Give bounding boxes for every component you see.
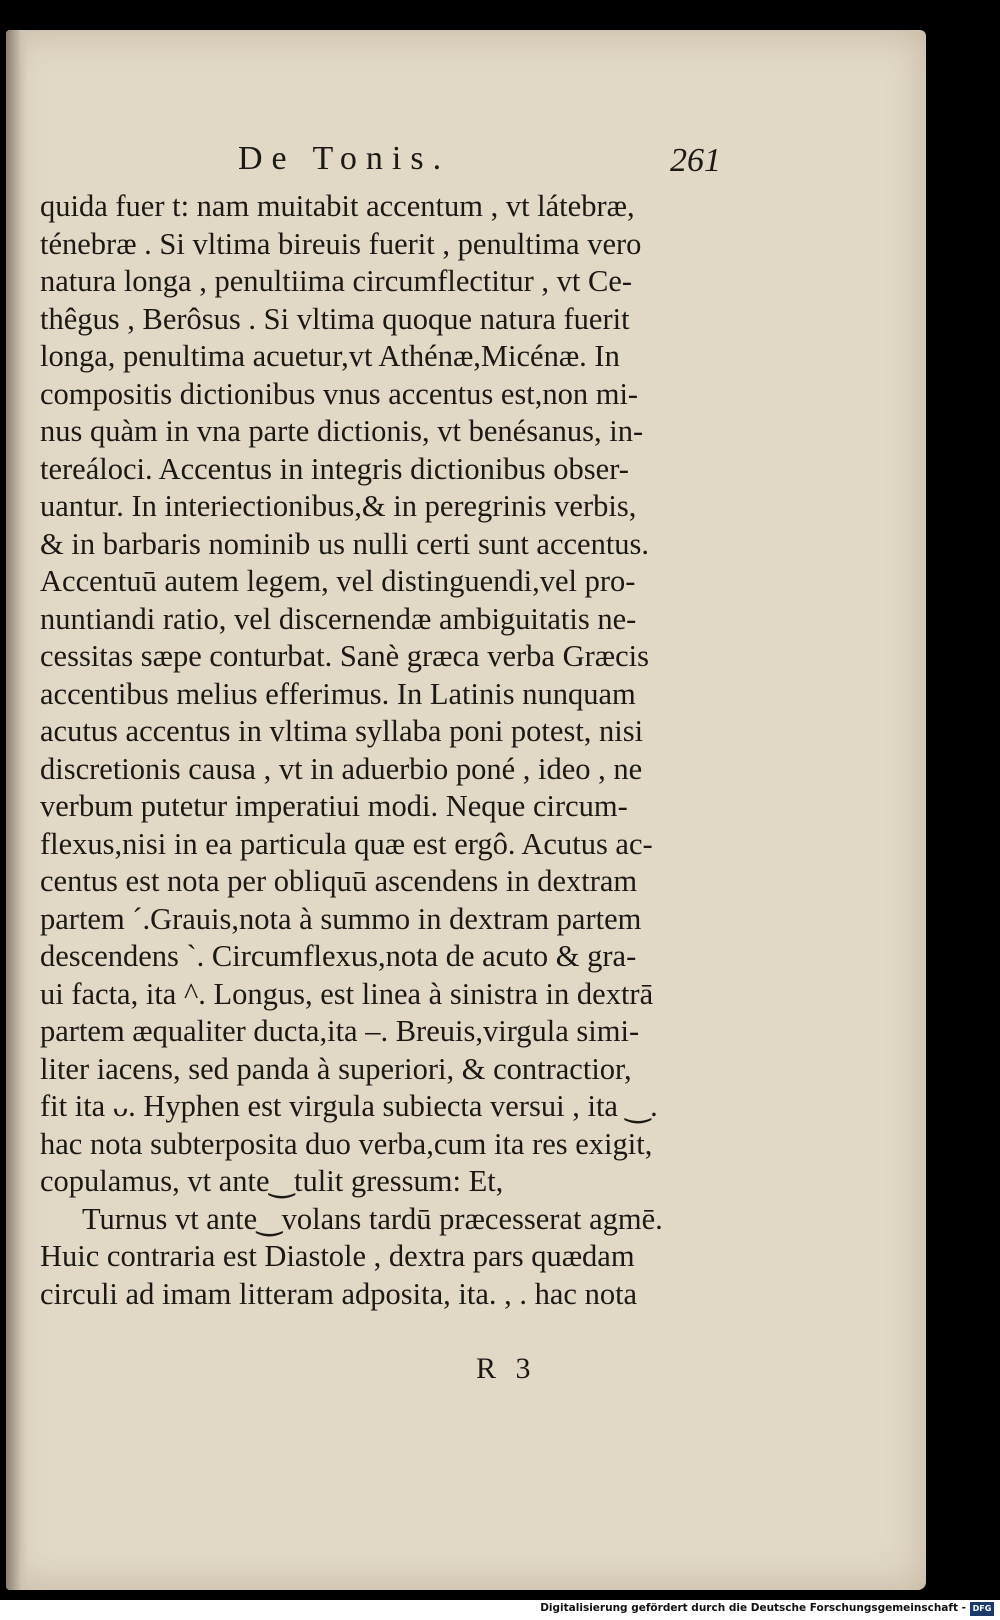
text-line: tereáloci. Accentus in integris dictionibus obser-	[40, 451, 629, 486]
dfg-logo-icon: DFG	[970, 1602, 994, 1616]
book-page	[6, 30, 926, 1590]
running-head: De Tonis.	[238, 140, 451, 177]
text-line: accentibus melius efferimus. In Latinis nunquam	[40, 676, 636, 711]
text-line: quida fuer t: nam muitabit accentum , vt látebræ,	[40, 189, 635, 223]
text-line: & in barbaris nominib us nulli certi sunt accentus.	[40, 526, 650, 561]
text-line: natura longa , penultiima circumflectitur , vt Ce-	[40, 264, 633, 298]
text-line: fit ita ᴗ. Hyphen est virgula subiecta versui , ita ‿.	[40, 1089, 658, 1123]
funding-credit: Digitalisierung gefördert durch die Deutsche Forschungsgemeinschaft -	[540, 1602, 966, 1614]
text-line: verbum putetur imperatiui modi. Neque circum-	[40, 789, 628, 823]
page-number: 261	[670, 142, 721, 179]
text-line: thêgus , Berôsus . Si vltima quoque natura fuerit	[40, 301, 630, 336]
text-line: liter iacens, sed panda à superiori, & contractior,	[40, 1051, 632, 1086]
text-line: partem æqualiter ducta,ita –. Breuis,virgula simi-	[40, 1014, 640, 1048]
text-line: acutus accentus in vltima syllaba poni potest, nisi	[40, 714, 644, 748]
verse-line: Turnus vt ante‿volans tardū præcesserat agmē.	[82, 1201, 663, 1236]
text-line: Huic contraria est Diastole , dextra pars quædam	[40, 1239, 635, 1273]
text-line: ui facta, ita ^. Longus, est linea à sinistra in dextrā	[40, 976, 654, 1011]
text-line: partem ´.Grauis,nota à summo in dextram partem	[40, 901, 642, 936]
text-line: Accentuū autem legem, vel distinguendi,vel pro-	[40, 564, 636, 598]
text-line: hac nota subterposita duo verba,cum ita res exigit,	[40, 1126, 653, 1161]
text-line: descendens `. Circumflexus,nota de acuto & gra-	[40, 939, 637, 973]
text-line: flexus,nisi in ea particula quæ est ergô. Acutus ac-	[40, 826, 653, 861]
text-line: ténebræ . Si vltima bireuis fuerit , penultima vero	[40, 226, 642, 261]
text-line: circuli ad imam litteram adposita, ita. , . hac nota	[40, 1276, 638, 1311]
text-line: discretionis causa , vt in aduerbio poné , ideo , ne	[40, 751, 643, 786]
text-line: nuntiandi ratio, vel discernendæ ambiguitatis ne-	[40, 601, 637, 636]
text-line: copulamus, vt ante‿tulit gressum: Et,	[40, 1164, 504, 1198]
text-line: longa, penultima acuetur,vt Athénæ,Micénæ. In	[40, 339, 620, 373]
text-line: nus quàm in vna parte dictionis, vt benésanus, in-	[40, 414, 644, 448]
text-line: uantur. In interiectionibus,& in peregrinis verbis,	[40, 489, 637, 523]
text-body	[40, 188, 740, 1313]
text-line: compositis dictionibus vnus accentus est,non mi-	[40, 376, 639, 411]
signature-mark: R 3	[476, 1352, 537, 1385]
page-gutter	[6, 30, 28, 1590]
text-line: centus est nota per obliquū ascendens in dextram	[40, 864, 638, 898]
text-line: cessitas sæpe conturbat. Sanè græca verba Græcis	[40, 639, 649, 673]
